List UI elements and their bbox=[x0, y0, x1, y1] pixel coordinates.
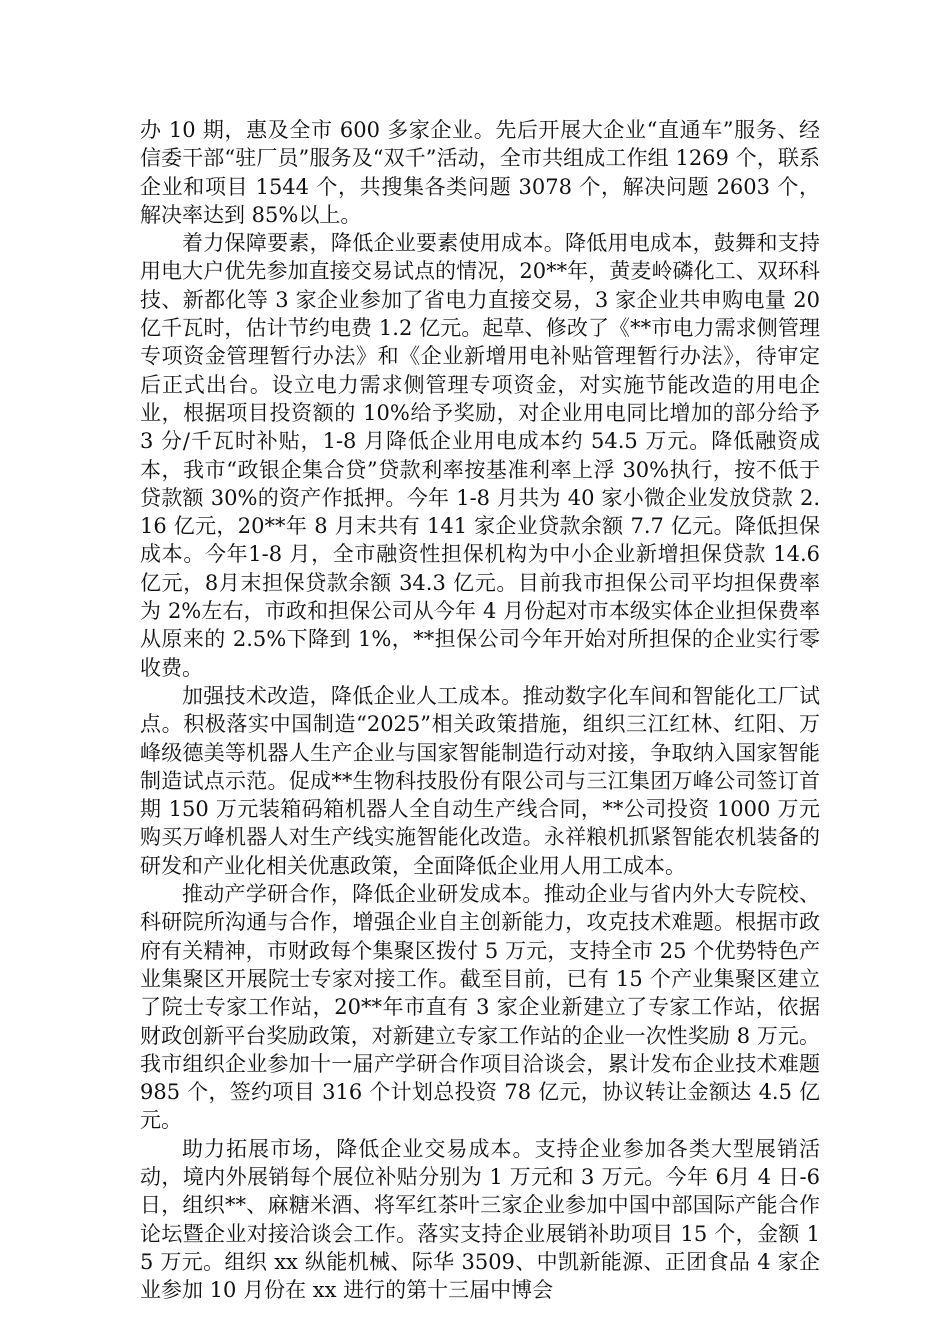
paragraph-tech-upgrade: 加强技术改造，降低企业人工成本。推动数字化车间和智能化工厂试点。积极落实中国制造“2025”相关政策措施，组织三江红林、红阳、万峰级德美等机器人生产企业与国家智能制造行动对接，争取纳入国家智能制造试点示范。促成**生物科技股份有限公司与三江集团万峰公司签订首期 150 万元装箱码箱机器人全自动生产线合同，**公司投资 1000 万元购买万峰机器人对生产线实施智能化改造。永祥粮机抓紧智能农机装备的研发和产业化相关优惠政策，全面降低企业用人用工成本。 bbox=[140, 683, 820, 878]
paragraph-continuation: 办 10 期，惠及全市 600 多家企业。先后开展大企业“直通车”服务、经信委干部“驻厂员”服务及“双千”活动，全市共组成工作组 1269 个，联系企业和项目 1544 个，共搜集各类问题 3078 个，解决问题 2603 个，解决率达到 85%以上。 bbox=[140, 118, 820, 227]
paragraph-factor-costs: 着力保障要素，降低企业要素使用成本。降低用电成本，鼓舞和支持用电大户优先参加直接交易试点的情况，20**年，黄麦岭磷化工、双环科技、新都化等 3 家企业参加了省电力直接交易，3 家企业共申购电量 20 亿千瓦时，估计节约电费 1.2 亿元。起草、修改了《**市电力需求侧管理专项资金管理暂行办法》和《企业新增用电补贴管理暂行办法》，待审定后正式出台。设立电力需求侧管理专项资金，对实施节能改造的用电企业，根据项目投资额的 10%给予奖励，对企业用电同比增加的部分给予 3 分/千瓦时补贴，1-8 月降低企业用电成本约 54.5 万元。降低融资成本，我市“政银企集合贷”贷款利率按基准利率上浮 30%执行，按不低于贷款额 30%的资产作抵押。今年 1-8 月共为 40 家小微企业发放贷款 2.16 亿元，20**年 8 月末共有 141 家企业贷款余额 7.7 亿元。降低担保成本。今年1-8 月，全市融资性担保机构为中小企业新增担保贷款 14.6 亿元，8月末担保贷款余额 34.3 亿元。目前我市担保公司平均担保费率为 2%左右，市政和担保公司从今年 4 月份起对市本级实体企业担保费率从原来的 2.5%下降到 1%，**担保公司今年开始对所担保的企业实行零收费。 bbox=[140, 231, 820, 680]
paragraph-market-expansion: 助力拓展市场，降低企业交易成本。支持企业参加各类大型展销活动，境内外展销每个展位补贴分别为 1 万元和 3 万元。今年 6月 4 日-6 日，组织**、麻糖米酒、将军红茶叶三家企业参加中国中部国际产能合作论坛暨企业对接洽谈会工作。落实支持企业展销补助项目 15 个，金额 15 万元。组织 xx 纵能机械、际华 3509、中凯新能源、正团食品 4 家企业参加 10 月份在 xx 进行的第十三届中博会 bbox=[140, 1136, 820, 1303]
paragraph-research-cooperation: 推动产学研合作，降低企业研发成本。推动企业与省内外大专院校、科研院所沟通与合作，增强企业自主创新能力，攻克技术难题。根据市政府有关精神，市财政每个集聚区拨付 5 万元，支持全市 25 个优势特色产业集聚区开展院士专家对接工作。截至目前，已有 15 个产业集聚区建立了院士专家工作站，20**年市直有 3 家企业新建立了专家工作站，依据财政创新平台奖励政策，对新建立专家工作站的企业一次性奖励 8 万元。我市组织企业参加十一届产学研合作项目洽谈会，累计发布企业技术难题 985 个，签约项目 316 个计划总投资 78 亿元，协议转让金额达 4.5 亿元。 bbox=[140, 882, 820, 1133]
document-body bbox=[140, 116, 820, 1304]
